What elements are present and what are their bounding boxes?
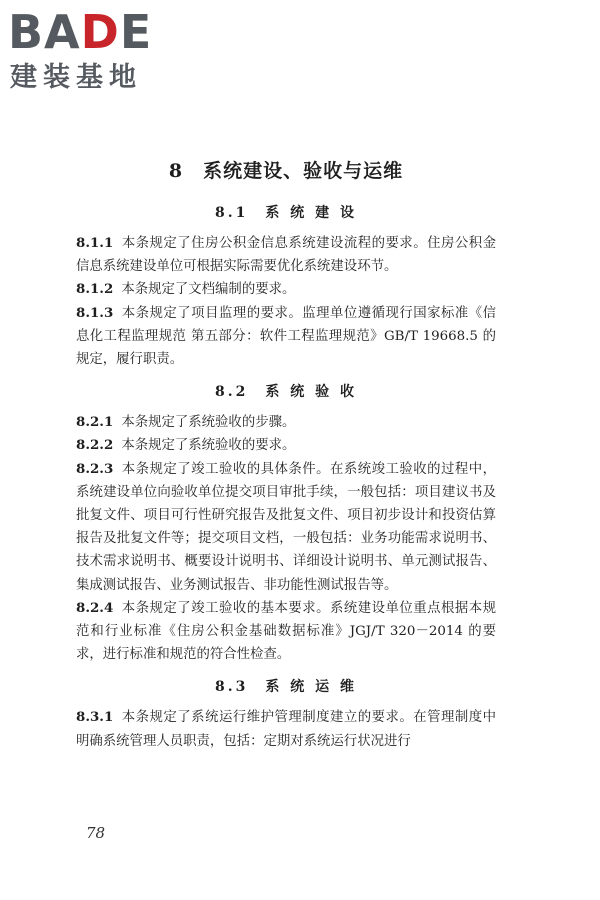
logo-latin-text: [8, 6, 152, 58]
spacer: [76, 371, 496, 379]
clause-8-3-1: [76, 706, 496, 752]
clause-8-2-2: [76, 434, 496, 457]
clause-text: 本条规定了住房公积金信息系统建设流程的要求。住房公积金信息系统建设单位可根据实际需要优化系统建设环节。: [76, 236, 496, 275]
logo-latin-accent: D: [80, 5, 120, 59]
section-title: 8.2 系 统 验 收: [215, 384, 357, 401]
clause-text: 本条规定了项目监理的要求。监理单位遵循现行国家标准《信息化工程监理规范 第五部分：软件工程监理规范》GB/T 19668.5 的规定，履行职责。: [76, 305, 496, 368]
clause-number: 8.3.1: [76, 709, 114, 726]
clause-number: 8.2.3: [76, 460, 114, 477]
clause-8-2-1: [76, 411, 496, 434]
logo-chinese-text: 建装基地: [10, 62, 142, 93]
clause-8-1-3: [76, 302, 496, 372]
clause-8-1-2: [76, 278, 496, 301]
chapter-title: 8 系统建设、验收与运维: [168, 160, 404, 182]
section-title: 8.1 系 统 建 设: [215, 205, 357, 221]
clause-number: 8.1.2: [76, 281, 114, 298]
clause-8-2-4: [76, 597, 496, 667]
logo-latin-start: BA: [8, 5, 81, 59]
page-content: [76, 156, 496, 753]
clause-number: 8.1.1: [76, 235, 114, 251]
clause-number: 8.2.4: [76, 599, 114, 616]
section-8-2: [76, 379, 496, 666]
section-title: 8.3 系 统 运 维: [215, 679, 357, 696]
clause-text: 本条规定了竣工验收的基本要求。系统建设单位重点根据本规范和行业标准《住房公积金基础数据标准》JGJ/T 320－2014 的要求，进行标准和规范的符合性检查。: [76, 600, 496, 663]
section-8-1: [76, 200, 496, 371]
logo-latin-end: E: [119, 5, 153, 59]
clause-text: 本条规定了文档编制的要求。: [121, 282, 296, 298]
clause-text: 本条规定了系统运行维护管理制度建立的要求。在管理制度中明确系统管理人员职责，包括：定期对系统运行状况进行: [76, 710, 496, 749]
clause-number: 8.1.3: [76, 304, 114, 321]
clause-text: 本条规定了系统验收的步骤。: [121, 415, 296, 431]
clause-number: 8.2.2: [76, 437, 114, 454]
clause-8-1-1: [76, 232, 496, 278]
clause-text: 本条规定了竣工验收的具体条件。在系统竣工验收的过程中，系统建设单位向验收单位提交项目审批手续，一般包括：项目建议书及批复文件、项目可行性研究报告及批复文件、项目初步设计和投资估算报告及批复文件等；提交项目文档，一般包括：业务功能需求说明书、技术需求说明书、概要设计说明书、详细设计说明书、单元测试报告、集成测试报告、业务测试报告、非功能性测试报告等。: [76, 461, 496, 593]
section-8-3: [76, 674, 496, 752]
clause-text: 本条规定了系统验收的要求。: [121, 438, 296, 454]
page-number: 78: [86, 824, 106, 842]
bade-logo: [8, 6, 178, 96]
clause-number: 8.2.1: [76, 414, 114, 431]
spacer: [76, 666, 496, 674]
clause-8-2-3: [76, 458, 496, 597]
